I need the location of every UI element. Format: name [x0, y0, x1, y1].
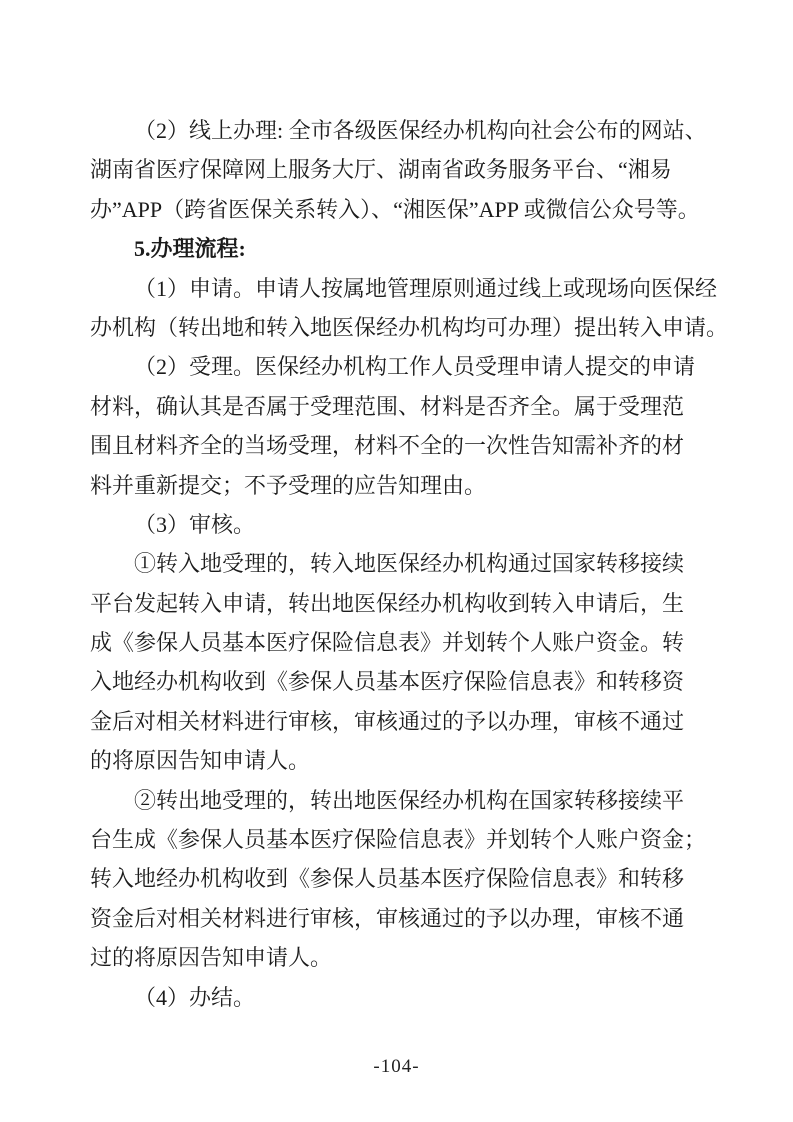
text-line: 过的将原因告知申请人。 [90, 945, 333, 971]
text-line: （2）受理。医保经办机构工作人员受理申请人提交的申请 [134, 354, 696, 380]
document-body [90, 111, 729, 1017]
text-line: （1）申请。申请人按属地管理原则通过线上或现场向医保经 [134, 275, 718, 301]
page-number: -104- [373, 1056, 420, 1077]
text-line: 办机构（转出地和转入地医保经办机构均可办理）提出转入申请。 [90, 314, 729, 340]
text-line: 成《参保人员基本医疗保险信息表》并划转个人账户资金。转 [90, 630, 685, 656]
text-line: （2）线上办理: 全市各级医保经办机构向社会公布的网站、 [134, 118, 707, 143]
heading-line: 5.办理流程: [134, 236, 246, 262]
text-line: （4）办结。 [134, 984, 256, 1010]
text-line: 办”APP（跨省医保关系转入）、“湘医保”APP 或微信公众号等。 [90, 196, 700, 222]
text-line: ②转出地受理的，转出地医保经办机构在国家转移接续平 [134, 787, 685, 813]
text-line: 入地经办机构收到《参保人员基本医疗保险信息表》和转移资 [90, 669, 685, 695]
text-line: 的将原因告知申请人。 [90, 748, 311, 774]
text-line: ①转入地受理的，转入地医保经办机构通过国家转移接续 [134, 551, 685, 577]
text-line: 金后对相关材料进行审核，审核通过的予以办理，审核不通过 [90, 708, 685, 734]
text-line: 围且材料齐全的当场受理，材料不全的一次性告知需补齐的材 [90, 433, 685, 459]
text-line: （3）审核。 [134, 511, 256, 537]
text-line: 台生成《参保人员基本医疗保险信息表》并划转个人账户资金； [90, 827, 707, 853]
text-line: 转入地经办机构收到《参保人员基本医疗保险信息表》和转移 [90, 866, 685, 892]
text-line: 料并重新提交；不予受理的应告知理由。 [90, 472, 487, 498]
text-line: 材料，确认其是否属于受理范围、材料是否齐全。属于受理范 [90, 393, 685, 419]
text-line: 平台发起转入申请，转出地医保经办机构收到转入申请后，生 [90, 590, 685, 616]
text-line: 资金后对相关材料进行审核，审核通过的予以办理，审核不通 [90, 905, 685, 931]
text-line: 湖南省医疗保障网上服务大厅、湖南省政务服务平台、“湘易 [90, 157, 672, 183]
